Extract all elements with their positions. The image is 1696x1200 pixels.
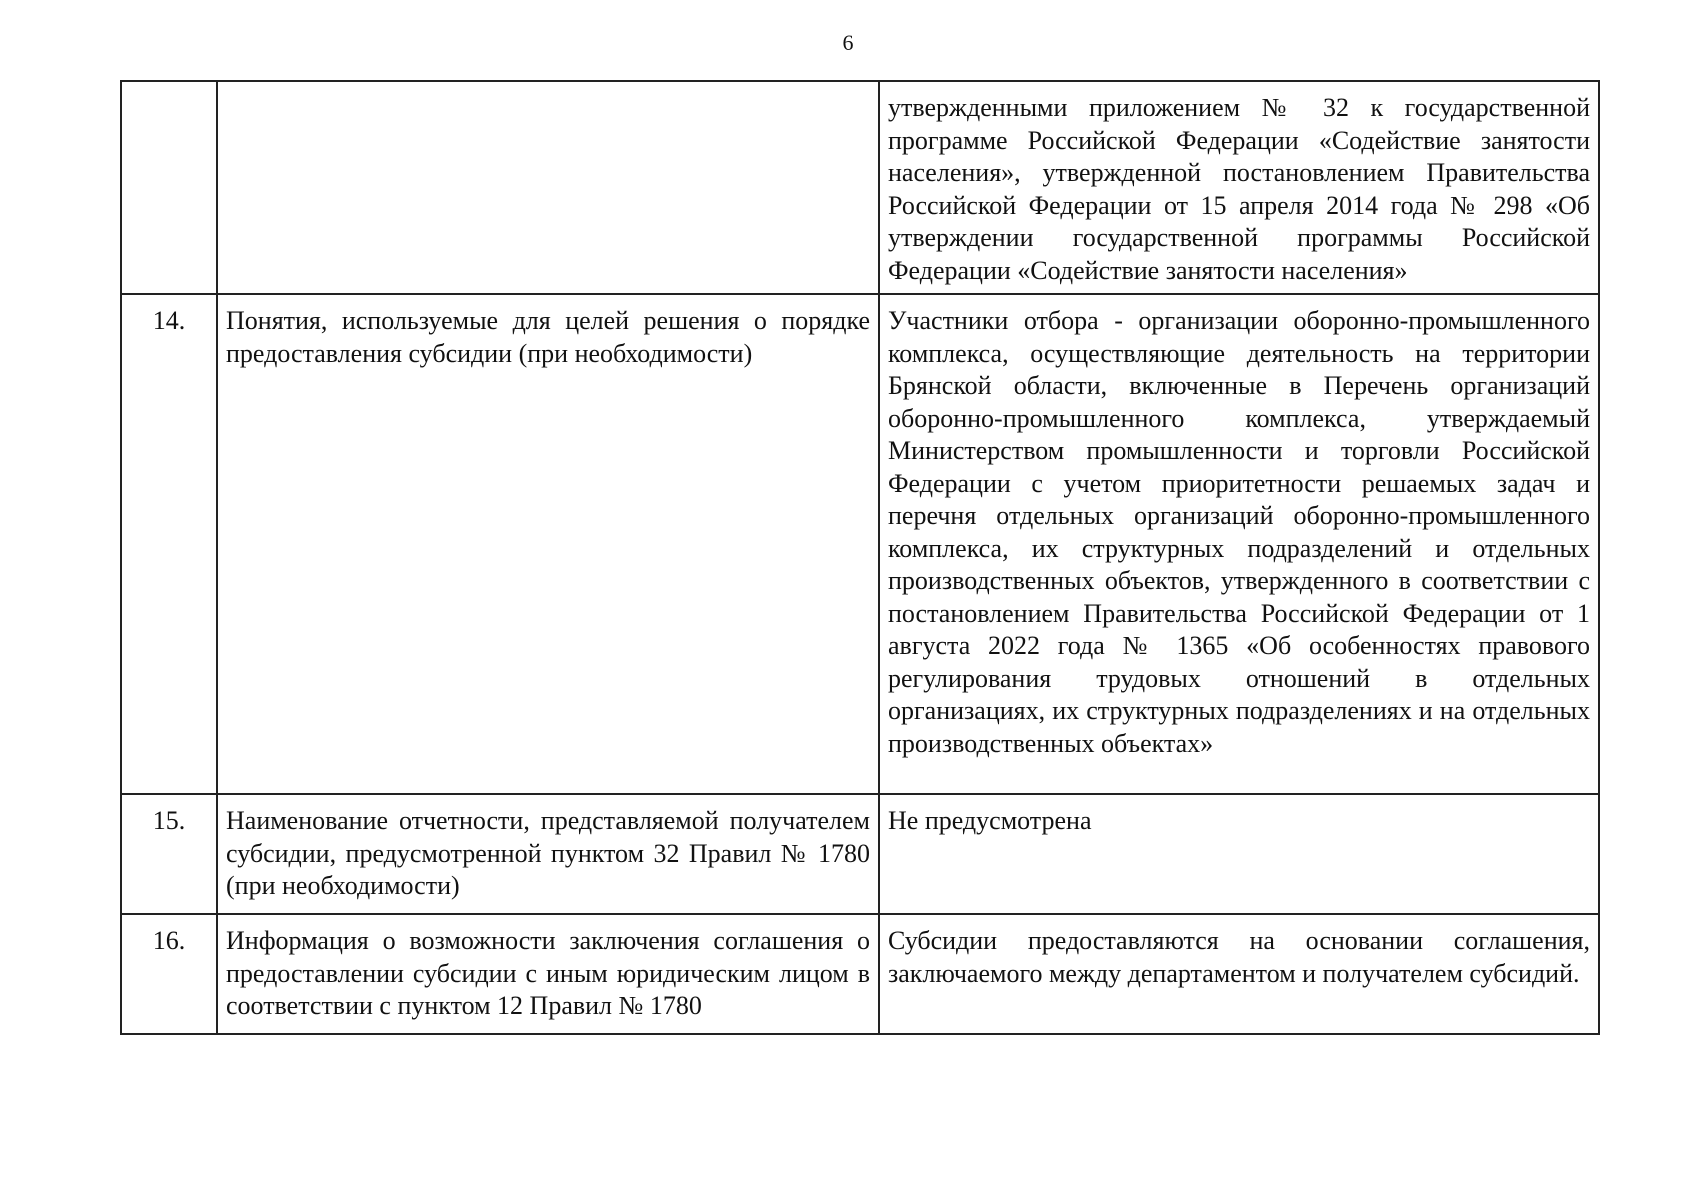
row-number: 15. [121,794,217,914]
table-row [121,914,1599,1034]
table-row [121,794,1599,914]
row-name: Понятия, используемые для целей решения о порядке предоставления субсидии (при необходимости) [217,294,879,794]
row-value: Участники отбора - организации оборонно-промышленного комплекса, осуществляющие деятельность на территории Брянской области, включенные в Перечень организаций оборонно-промышленного комплекса, утверждаемый Министерством промышленности и торговли Российской Федерации с учетом приоритетности решаемых задач и перечня отдельных организаций оборонно-промышленного комплекса, их структурных подразделений и отдельных производственных объектов, утвержденного в соответствии с постановлением Правительства Российской Федерации от 1 августа 2022 года № 1365 «Об особенностях правового регулирования трудовых отношений в отдельных организациях, их структурных подразделениях и на отдельных производственных объектах» [879,294,1599,794]
row-name: Информация о возможности заключения соглашения о предоставлении субсидии с иным юридическим лицом в соответствии с пунктом 12 Правил № 1780 [217,914,879,1034]
row-name [217,81,879,294]
page-number: 6 [842,30,854,55]
row-value: утвержденными приложением № 32 к государственной программе Российской Федерации «Содействие занятости населения», утвержденной постановлением Правительства Российской Федерации от 15 апреля 2014 года № 298 «Об утверждении государственной программы Российской Федерации «Содействие занятости населения» [879,81,1599,294]
row-value: Не предусмотрена [879,794,1599,914]
row-number: 14. [121,294,217,794]
row-name: Наименование отчетности, представляемой получателем субсидии, предусмотренной пунктом 32 Правил № 1780 (при необходимости) [217,794,879,914]
row-value: Субсидии предоставляются на основании соглашения, заключаемого между департаментом и получателем субсидий. [879,914,1599,1034]
table-row [121,81,1599,294]
row-number [121,81,217,294]
row-number: 16. [121,914,217,1034]
regulation-table [120,80,1600,1035]
table-row [121,294,1599,794]
